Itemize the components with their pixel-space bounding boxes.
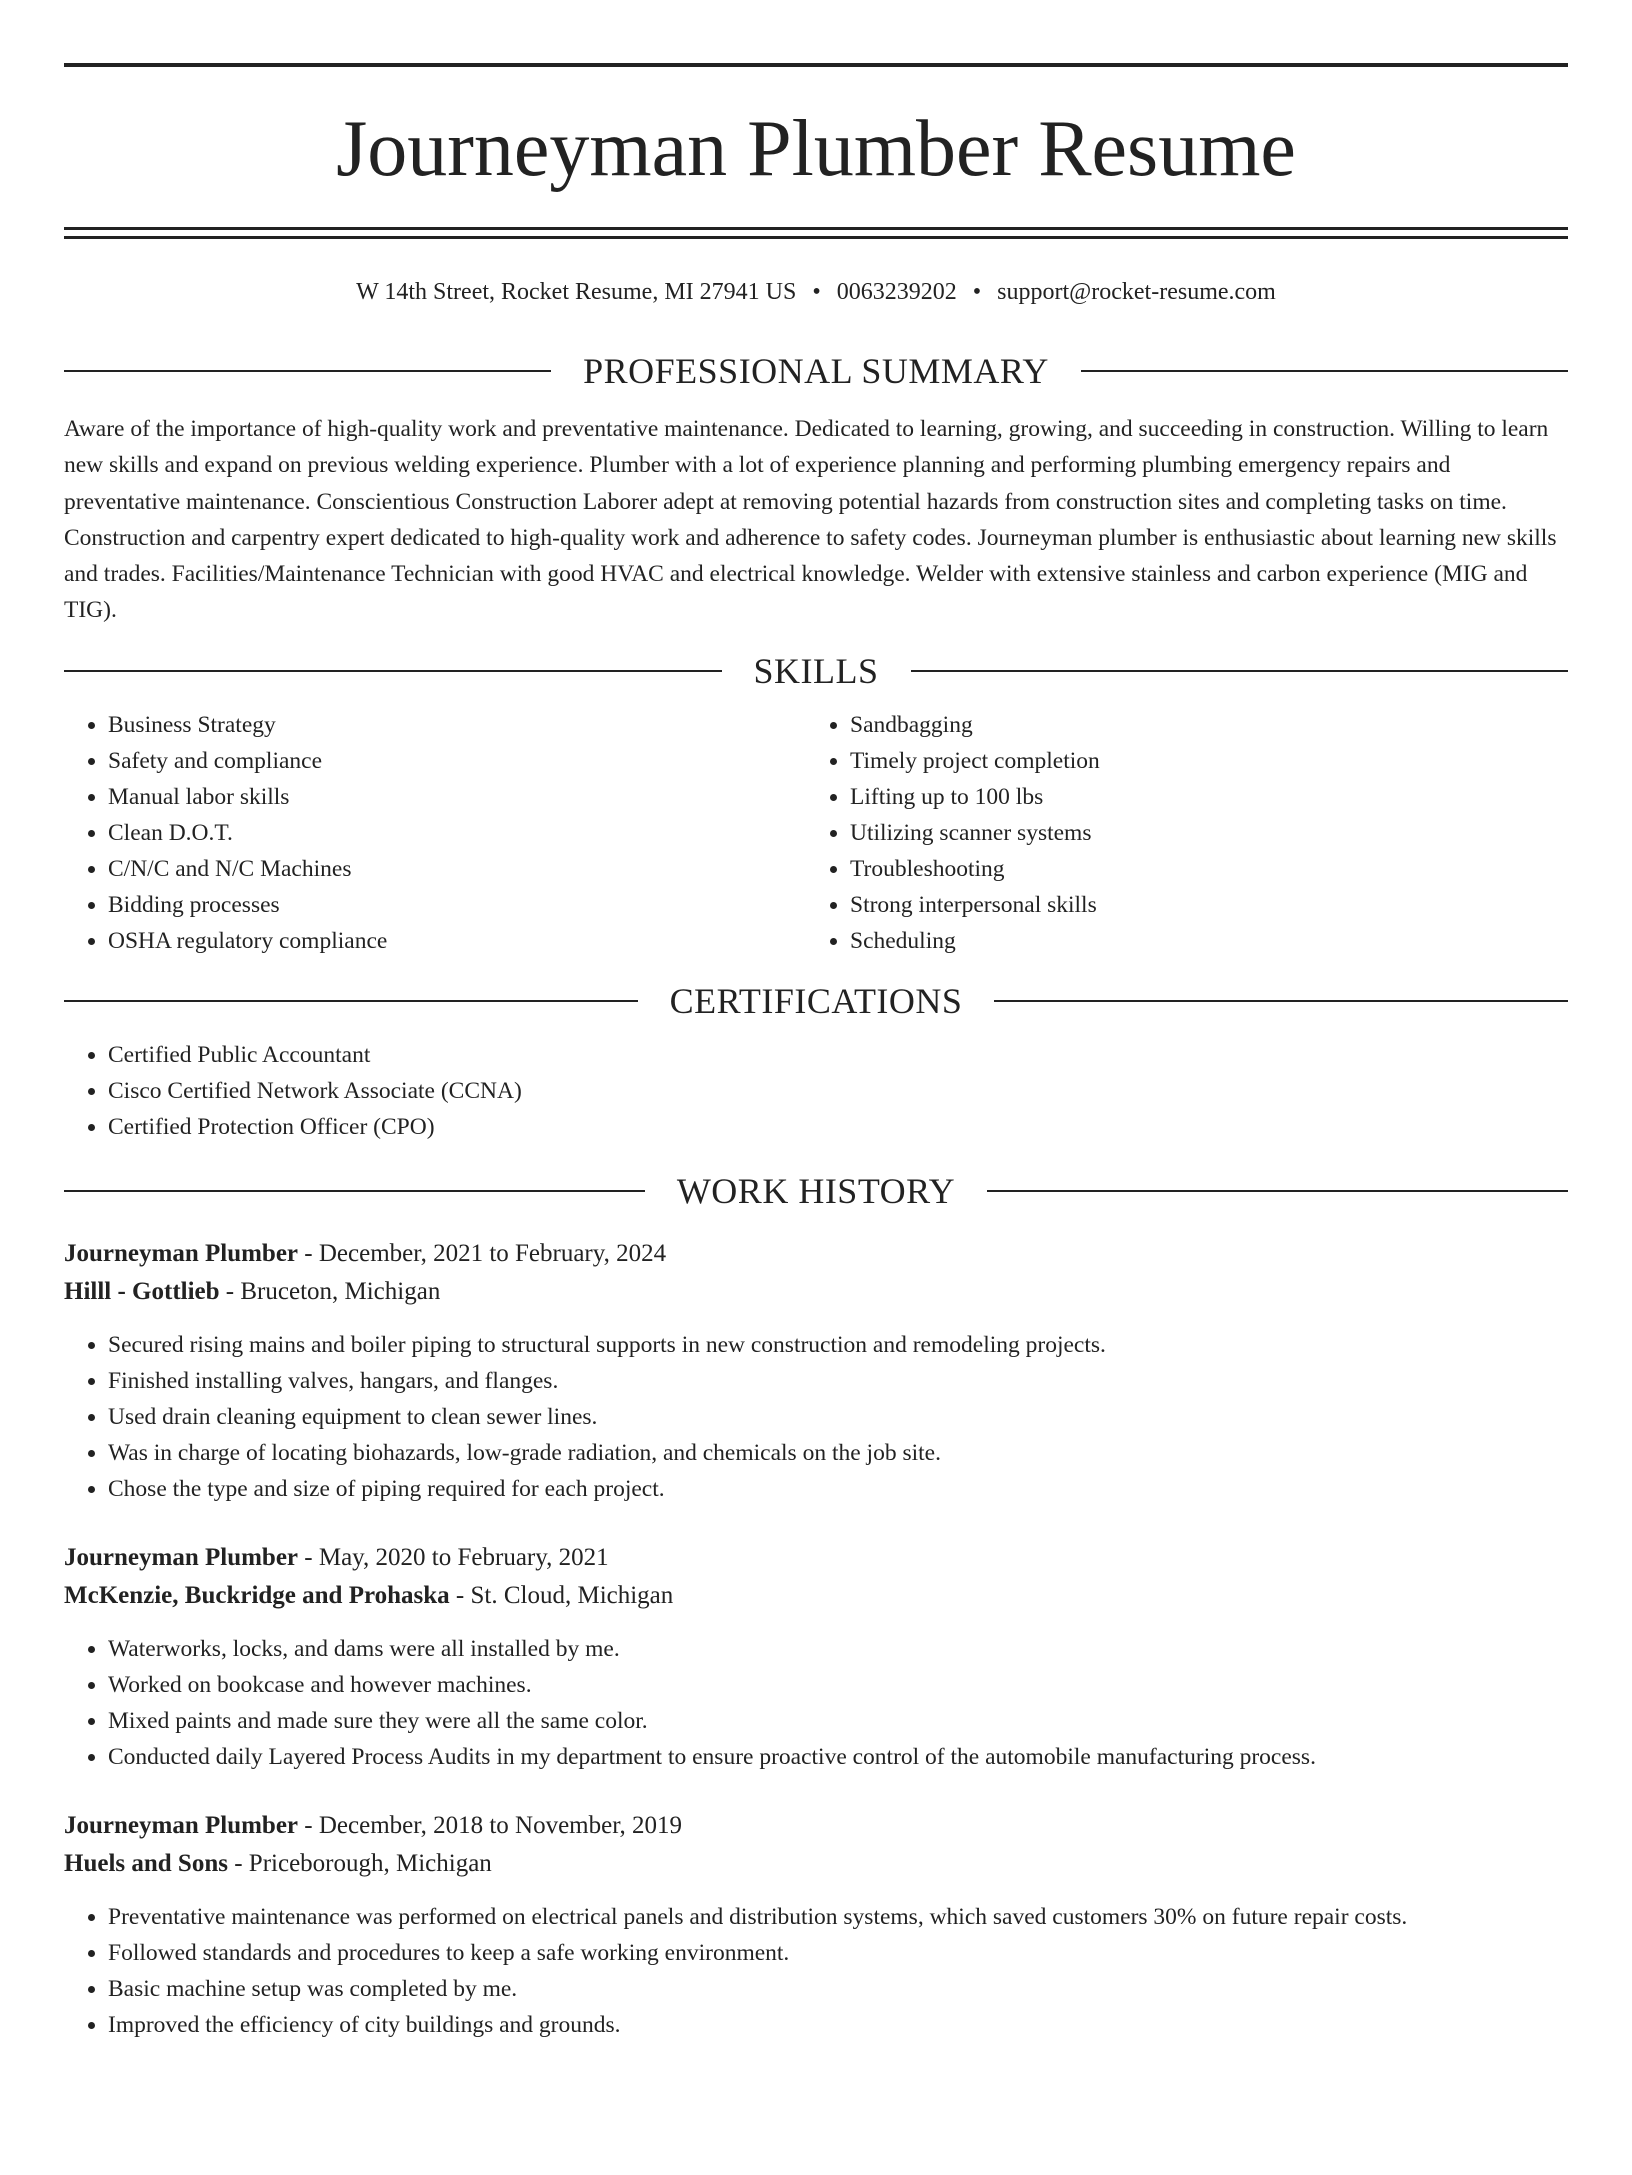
- job-bullet: • Waterworks, locks, and dams were all installed by me.: [108, 1631, 1568, 1667]
- section-rule: [987, 1190, 1568, 1192]
- job-dates: - December, 2018 to November, 2019: [298, 1811, 683, 1839]
- top-rule: [64, 63, 1568, 67]
- section-rule: [64, 1000, 638, 1002]
- resume-title: Journeyman Plumber Resume: [336, 105, 1296, 193]
- skill-item: • Lifting up to 100 lbs: [850, 779, 1548, 815]
- summary-text: Aware of the importance of high-quality work and preventative maintenance. Dedicated to learning, growing, and succeeding in construction. Willing to learn new skills and expand on previous welding experience. Plumber with a lot of experience planning and performing plumbing emergency repairs and preventative maintenance. Conscientious Construction Laborer adept at removing potential hazards from construction sites and completing tasks on time. Construction and carpentry expert dedicated to high-quality work and adherence to safety codes. Journeyman plumber is enthusiastic about learning new skills and trades. Facilities/Maintenance Technician with good HVAC and electrical knowledge. Welder with extensive stainless and carbon experience (MIG and TIG).: [64, 416, 1557, 624]
- job-location: - St. Cloud, Michigan: [449, 1581, 674, 1609]
- skill-item: • Timely project completion: [850, 743, 1548, 779]
- job-bullet: • Conducted daily Layered Process Audits in my department to ensure proactive control of the automobile manufacturing process.: [108, 1739, 1568, 1775]
- job-bullet: • Used drain cleaning equipment to clean sewer lines.: [108, 1399, 1568, 1435]
- skill-item: • Safety and compliance: [108, 743, 806, 779]
- job-title: Journeyman Plumber: [64, 1239, 299, 1267]
- job-title-line: [64, 1539, 1568, 1577]
- contact-address: W 14th Street, Rocket Resume, MI 27941 US: [356, 279, 797, 305]
- job-bullet: • Preventative maintenance was performed on electrical panels and distribution systems, which saved customers 30% on future repair costs.: [108, 1899, 1568, 1935]
- certification-item: • Cisco Certified Network Associate (CCNA): [108, 1073, 1568, 1109]
- work-section-header: [64, 1169, 1568, 1213]
- section-rule: [1081, 370, 1568, 372]
- title-rule-lower: [64, 236, 1568, 239]
- job-company-line: [64, 1845, 1568, 1883]
- skills-column-left: [64, 707, 806, 959]
- job-bullet: • Finished installing valves, hangars, and flanges.: [108, 1363, 1568, 1399]
- certification-item: • Certified Public Accountant: [108, 1037, 1568, 1073]
- section-rule: [64, 370, 551, 372]
- skills-list: [64, 707, 1568, 959]
- job-bullet: • Secured rising mains and boiler piping to structural supports in new construction and remodeling projects.: [108, 1327, 1568, 1363]
- section-rule: [994, 1000, 1568, 1002]
- skill-item: • Troubleshooting: [850, 851, 1548, 887]
- job-entry: [64, 1807, 1568, 2043]
- job-company: Huels and Sons: [64, 1849, 228, 1877]
- skills-heading: SKILLS: [753, 650, 879, 691]
- job-location: - Priceborough, Michigan: [227, 1849, 492, 1877]
- job-bullet: • Chose the type and size of piping required for each project.: [108, 1471, 1568, 1507]
- job-dates: - May, 2020 to February, 2021: [298, 1543, 609, 1571]
- section-rule: [64, 670, 722, 672]
- work-heading: WORK HISTORY: [676, 1170, 956, 1211]
- job-bullet: • Mixed paints and made sure they were all the same color.: [108, 1703, 1568, 1739]
- skill-item: • Sandbagging: [850, 707, 1548, 743]
- certification-item: • Certified Protection Officer (CPO): [108, 1109, 1568, 1145]
- job-bullet: • Was in charge of locating biohazards, low-grade radiation, and chemicals on the job site.: [108, 1435, 1568, 1471]
- skill-item: • Business Strategy: [108, 707, 806, 743]
- job-title: Journeyman Plumber: [64, 1543, 299, 1571]
- section-rule: [64, 1190, 645, 1192]
- skill-item: • OSHA regulatory compliance: [108, 923, 806, 959]
- job-entry: [64, 1235, 1568, 1507]
- job-bullet-list: [64, 1631, 1568, 1775]
- contact-separator: •: [972, 279, 982, 305]
- summary-heading: PROFESSIONAL SUMMARY: [583, 351, 1049, 391]
- resume-page: [0, 63, 1632, 2175]
- job-location: - Bruceton, Michigan: [219, 1277, 441, 1305]
- contact-line: [64, 277, 1568, 307]
- summary-section-header: [64, 349, 1568, 393]
- job-bullet-list: [64, 1899, 1568, 2043]
- skill-item: • Scheduling: [850, 923, 1548, 959]
- title-rule-upper: [64, 227, 1568, 230]
- skill-item: • Strong interpersonal skills: [850, 887, 1548, 923]
- skill-item: • Utilizing scanner systems: [850, 815, 1548, 851]
- certifications-heading: CERTIFICATIONS: [669, 980, 963, 1021]
- skill-item: • Clean D.O.T.: [108, 815, 806, 851]
- job-bullet-list: [64, 1327, 1568, 1507]
- job-bullet: • Worked on bookcase and however machines.: [108, 1667, 1568, 1703]
- job-title-line: [64, 1235, 1568, 1273]
- job-company: Hilll - Gottlieb: [64, 1277, 220, 1305]
- certifications-section-header: [64, 979, 1568, 1023]
- contact-email: support@rocket-resume.com: [997, 279, 1276, 305]
- job-bullet: • Improved the efficiency of city buildings and grounds.: [108, 2007, 1568, 2043]
- contact-separator: •: [812, 279, 821, 305]
- job-company-line: [64, 1273, 1568, 1311]
- contact-phone: 0063239202: [836, 279, 957, 305]
- job-title-line: [64, 1807, 1568, 1845]
- skill-item: • Manual labor skills: [108, 779, 806, 815]
- job-title: Journeyman Plumber: [64, 1811, 299, 1839]
- job-dates: - December, 2021 to February, 2024: [298, 1239, 667, 1267]
- certifications-list: [64, 1037, 1568, 1145]
- skills-section-header: [64, 649, 1568, 693]
- job-bullet: • Followed standards and procedures to keep a safe working environment.: [108, 1935, 1568, 1971]
- skill-item: • Bidding processes: [108, 887, 806, 923]
- job-entry: [64, 1539, 1568, 1775]
- skill-item: • C/N/C and N/C Machines: [108, 851, 806, 887]
- job-company: McKenzie, Buckridge and Prohaska: [64, 1581, 450, 1609]
- skills-column-right: [806, 707, 1548, 959]
- section-rule: [911, 670, 1569, 672]
- job-bullet: • Basic machine setup was completed by me.: [108, 1971, 1568, 2007]
- job-company-line: [64, 1577, 1568, 1615]
